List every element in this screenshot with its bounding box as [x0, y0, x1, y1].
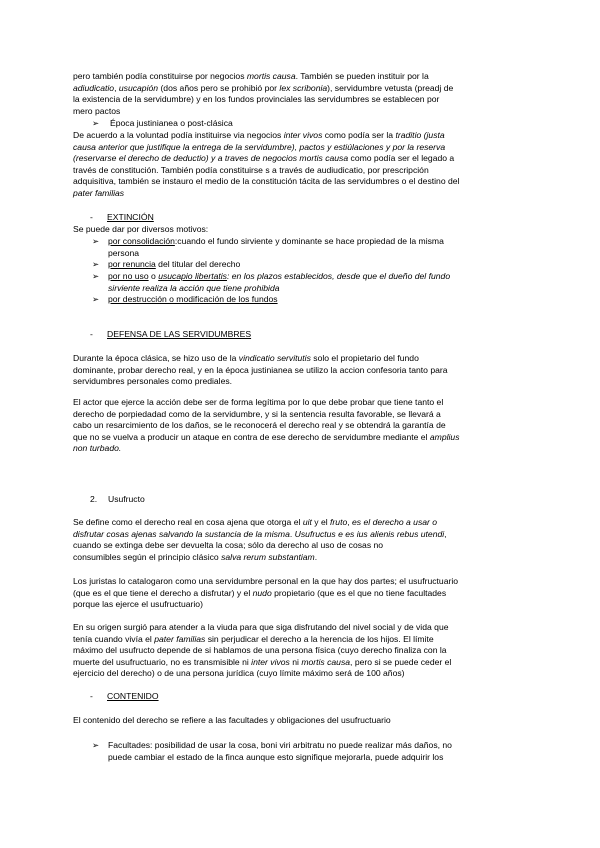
- text: Durante la época clásica, se hizo uso de la: [73, 353, 239, 363]
- paragraph-usufructo-juristas: [73, 576, 531, 611]
- italic-text: : en los plazos establecidos, desde que el dueño del fundo: [226, 271, 451, 281]
- text: (que es el que tiene el derecho a disfrutar) y el: [73, 587, 253, 598]
- section-dash: -: [90, 212, 93, 222]
- text-line: puede cambiar el estado de la finca aunque esto signifique mejorarla, puede adquirir los: [108, 751, 444, 762]
- text: Se define como el derecho real en cosa ajena que otorga el: [73, 517, 303, 527]
- italic-term: inter vivos: [283, 130, 323, 140]
- italic-term: fruto: [330, 517, 348, 527]
- paragraph-usufructo-origen: [73, 622, 531, 680]
- italic-term: inter vivos: [251, 656, 290, 667]
- italic-line: causa anterior que justifique la entrega de la servidumbre), pactos y estiúlaciones y por la reserva: [73, 141, 446, 152]
- list-item-facultades: [108, 740, 528, 763]
- text: ni: [289, 656, 302, 667]
- text: que no se vuelva a producir un ataque en contra de ese derecho de servidumbre mediante el: [73, 431, 430, 442]
- text: .: [289, 528, 295, 539]
- section-dash: -: [90, 691, 93, 701]
- italic-term: vindicatio servitutis: [238, 353, 311, 363]
- arrow-bullet-icon: ➢: [92, 740, 100, 750]
- text: ,: [444, 528, 447, 539]
- text-line: adquisitiva, también se instauro el medio de la constitución tácita de las servidumbres o el destino del: [73, 176, 460, 187]
- italic-term: adiudicatio: [73, 82, 115, 93]
- section-number: 2.: [90, 494, 98, 504]
- arrow-bullet-icon: ➢: [92, 294, 100, 304]
- paragraph-usufructo-definicion: [73, 517, 531, 563]
- paragraph-constitucion-clasica: [73, 71, 531, 117]
- italic-term: Usufructus e es ius alienis rebus utendi: [294, 528, 445, 539]
- text-line: derecho de porpiedadad como de la servidumbre, y si la sentencia resulta favorable, se llevará a: [73, 408, 441, 419]
- text: ,: [114, 82, 119, 93]
- italic-term: mortis causa: [246, 71, 296, 81]
- section-heading-extincion: EXTINCIÓN: [107, 212, 154, 222]
- text-line: cuando se extinga debe ser devuelta la cosa; sólo da derecho al uso de cosas no: [73, 540, 384, 551]
- text-line: la existencia de la servidumbre) y en los fundos provinciales las servidumbres se establecen por: [73, 94, 440, 105]
- text-line: porque las ejerce el usufructuario): [73, 599, 203, 610]
- text-line: El actor que ejerce la acción debe ser de forma legítima por lo que debe probar que tiene tanto el: [73, 397, 444, 407]
- text-line: través de constitución. También podía constituirse s a través de audiudicatio, por prescripción: [73, 164, 429, 175]
- text-line: cabo un resarcimiento de los daños, se le reconocerá el derecho real y se obtendrá la garantía de: [73, 420, 446, 431]
- arrow-bullet-icon: ➢: [92, 236, 100, 246]
- text: propietario (que es el que no tiene facultades: [271, 587, 447, 598]
- paragraph-epoca-justinianea: [73, 130, 531, 200]
- section-dash: -: [90, 329, 93, 339]
- text: , pero si se puede ceder el: [350, 656, 452, 667]
- text: De acuerdo a la voluntad podía instituirse via negocios: [73, 130, 284, 140]
- text: .: [314, 551, 318, 562]
- text-line: mero pactos: [73, 105, 121, 116]
- text: tenía cuando vivía el: [73, 633, 155, 644]
- text-line: máximo del usufructo depende de si hablamos de una persona física (cuyo derecho finaliza con la: [73, 645, 447, 656]
- text: muerte del usufructuario, no es transmisible ni: [73, 656, 252, 667]
- section-heading-defensa: DEFENSA DE LAS SERVIDUMBRES: [107, 329, 252, 339]
- list-item-destruccion: [108, 294, 528, 306]
- italic-term: amplius: [429, 431, 460, 442]
- italic-line: sirviente realiza la acción que tiene prohibida: [108, 282, 280, 293]
- italic-line: non turbado.: [73, 443, 122, 454]
- paragraph-defensa-1: [73, 353, 531, 388]
- italic-term: uit: [302, 517, 312, 527]
- text: como podía ser la: [322, 130, 396, 140]
- text: . También se pueden instituir por la: [295, 71, 429, 81]
- text: sin perjudicar el derecho a la herencia de los hijos. El límite: [205, 633, 434, 644]
- text-line: servidumbres personales como prediales.: [73, 376, 233, 387]
- italic-term: salva rerum substantiam: [221, 551, 315, 562]
- italic-term: es el derecho a usar o: [352, 517, 438, 527]
- italic-term: traditio (justa: [395, 130, 445, 140]
- text: (dos años pero se prohibió por: [158, 82, 280, 93]
- text: ), servidumbre vetusta (preadj de: [327, 82, 454, 93]
- italic-term: pater familias: [154, 633, 206, 644]
- text: del titular del derecho: [155, 259, 241, 269]
- text: solo el propietario del fundo: [310, 353, 419, 363]
- text: ,: [347, 517, 353, 527]
- text: :cuando el fundo sirviente y dominante se hace propiedad de la misma: [174, 236, 444, 246]
- contenido-intro: El contenido del derecho se refiere a las facultades y obligaciones del usufructuario: [73, 715, 391, 725]
- text: como podía ser el legado a: [348, 153, 455, 164]
- list-item-consolidacion: [108, 236, 528, 259]
- paragraph-defensa-2: [73, 397, 531, 455]
- text-line: persona: [108, 247, 140, 258]
- arrow-bullet-icon: ➢: [92, 118, 100, 128]
- list-item-epoca: Época justinianea o post-clásica: [110, 118, 233, 128]
- italic-term: mortis causa: [301, 656, 351, 667]
- italic-term: (reservarse el derecho de deductio) y a traves de negocios mortis causa: [73, 153, 349, 164]
- arrow-bullet-icon: ➢: [92, 271, 100, 281]
- text-line: Los juristas lo catalogaron como una servidumbre personal en la que hay dos partes; el usufructuario: [73, 576, 459, 586]
- underlined-term: usucapio libertatis: [158, 271, 227, 281]
- list-item-no-uso: [108, 271, 528, 294]
- underlined-term: por renuncia: [108, 259, 156, 269]
- section-heading-contenido: CONTENIDO: [107, 691, 159, 701]
- italic-line: pater familias: [73, 187, 125, 198]
- text-line: ejercicio del derecho) o de una persona jurídica (cuyo límite máximo será de 100 años): [73, 668, 405, 679]
- list-item-renuncia: [108, 259, 528, 271]
- text: consumibles según el principio clásico: [73, 551, 222, 562]
- text: pero también podía constituirse por negocios: [73, 71, 247, 81]
- text-line: dominante, probar derecho real, y en la época justinianea se utilizo la accion confesoria tanto para: [73, 364, 448, 375]
- text: o: [148, 271, 159, 281]
- underlined-term: por consolidación: [108, 236, 175, 246]
- section-title-usufructo: Usufructo: [108, 494, 145, 504]
- text: y el: [311, 517, 331, 527]
- italic-term: usucapión: [118, 82, 159, 93]
- extincion-intro: Se puede dar por diversos motivos:: [73, 224, 209, 234]
- underlined-term: por destrucción o modificación de los fundos: [108, 294, 278, 304]
- italic-term: nudo: [252, 587, 272, 598]
- arrow-bullet-icon: ➢: [92, 259, 100, 269]
- text-line: Facultades: posibilidad de usar la cosa, boni viri arbitratu no puede realizar más daños, no: [108, 740, 452, 750]
- italic-term: disfrutar cosas ajenas salvando la sustancia de la misma: [73, 528, 290, 539]
- text-line: En su origen surgió para atender a la viuda para que siga disfrutando del nivel social y de vida que: [73, 622, 449, 632]
- italic-term: lex scribonia: [279, 82, 328, 93]
- underlined-term: por no uso: [108, 271, 149, 281]
